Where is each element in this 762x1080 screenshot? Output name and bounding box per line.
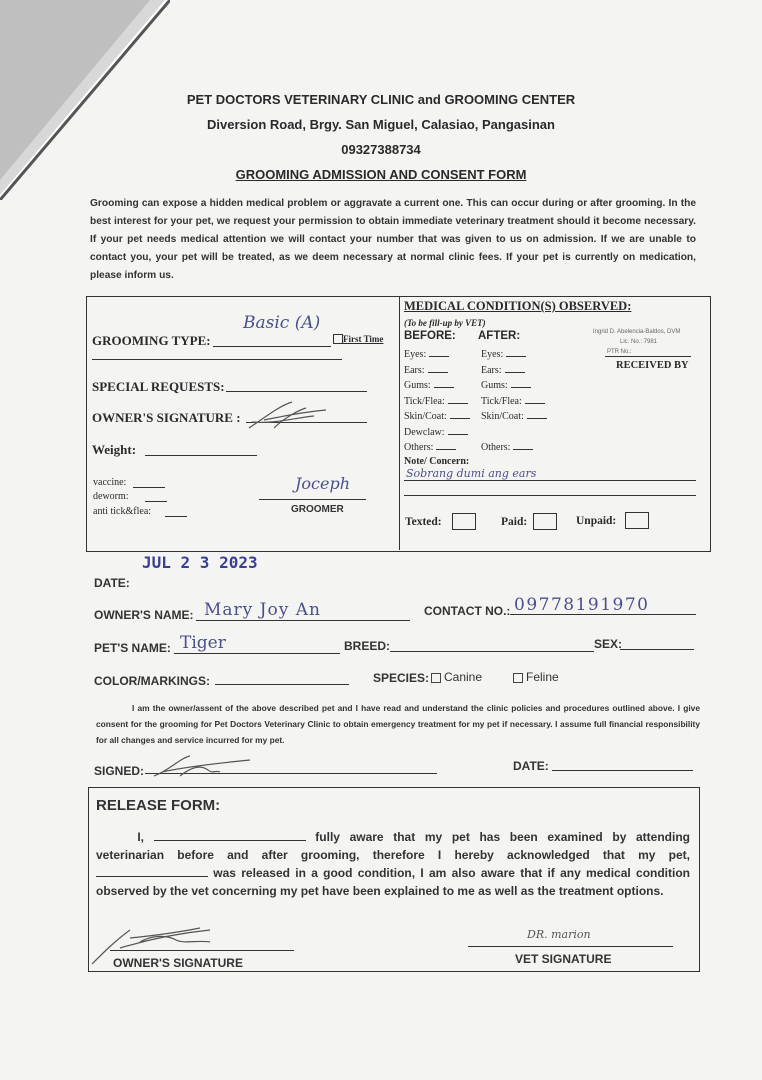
before-item	[404, 426, 468, 438]
received-by-label: RECEIVED BY	[616, 360, 689, 371]
canine-checkbox[interactable]	[431, 673, 441, 683]
clinic-phone: 09327388734	[341, 142, 421, 157]
pet-name-value: Tiger	[180, 633, 226, 653]
before-item-label: Tick/Flea:	[404, 395, 445, 407]
date-stamp: JUL 2 3 2023	[142, 553, 258, 572]
clinic-address: Diversion Road, Brgy. San Miguel, Calasiao, Pangasinan	[207, 117, 555, 132]
after-item	[481, 441, 533, 453]
before-item	[404, 364, 448, 376]
breed-line	[390, 651, 594, 652]
after-item	[481, 379, 531, 391]
before-item-line[interactable]	[429, 348, 449, 357]
after-item-label: Eyes:	[481, 349, 504, 360]
consent-text: I am the owner/assent of the above described pet and I have read and understand the clinic policies and procedures outlined above. I give consent for the grooming for Pet Doctors Veterinary Clinic to obtain emergency treatment for my pet if necessary. I assume full financial responsibility for all changes and service incurred for my pet.	[96, 703, 700, 745]
after-item	[481, 348, 526, 360]
paid-label: Paid:	[501, 516, 528, 528]
after-item-label: Skin/Coat:	[481, 411, 524, 422]
owner-signature-scribble	[244, 398, 334, 434]
note-line-2	[404, 495, 696, 496]
release-text-1: fully aware that my pet has been examined by attending veterinarian before and after grooming, therefore I hereby acknowledged that my pet,	[96, 830, 690, 862]
after-item-line[interactable]	[511, 379, 531, 388]
texted-checkbox[interactable]	[452, 513, 476, 530]
received-by-line	[605, 356, 691, 357]
after-item-label: Gums:	[481, 380, 508, 391]
owner-signature-label: OWNER'S SIGNATURE :	[92, 410, 241, 425]
date-label: DATE:	[94, 576, 130, 590]
canine-option[interactable]	[431, 670, 482, 684]
after-item-label: Tick/Flea:	[481, 395, 522, 407]
species-label: SPECIES:	[373, 671, 430, 685]
feline-option[interactable]	[513, 670, 559, 684]
groomer-line	[259, 499, 366, 500]
deworm-label: deworm:	[93, 491, 129, 502]
texted-label: Texted:	[405, 516, 442, 528]
release-pet-blank[interactable]	[96, 864, 208, 877]
sex-line	[620, 649, 694, 650]
release-owner-line	[110, 950, 294, 951]
release-i: I,	[137, 830, 144, 844]
consent-signature-scribble	[150, 752, 260, 782]
grooming-type-value: Basic (A)	[243, 313, 321, 333]
after-item-line[interactable]	[527, 410, 547, 419]
before-item	[404, 348, 449, 360]
before-item-label: Ears:	[404, 364, 425, 376]
medical-title: MEDICAL CONDITION(S) OBSERVED:	[404, 299, 632, 313]
consent-date-line	[552, 770, 693, 771]
vet-name: DR. marion	[527, 928, 591, 941]
groomer-label: GROOMER	[291, 504, 344, 515]
first-time-label: First Time	[343, 334, 384, 344]
before-item	[404, 410, 470, 422]
deworm-line	[145, 501, 167, 502]
grooming-type-line	[213, 346, 331, 347]
before-item-label: Others:	[404, 442, 434, 453]
sex-label: SEX:	[594, 637, 623, 651]
form-title: GROOMING ADMISSION AND CONSENT FORM	[235, 167, 527, 182]
first-time-checkbox[interactable]	[333, 334, 343, 344]
after-item-label: Ears:	[481, 364, 502, 376]
contact-value: 09778191970	[514, 595, 650, 615]
signed-label: SIGNED:	[94, 764, 145, 778]
canine-label: Canine	[444, 670, 483, 684]
owner-name-line	[196, 620, 410, 621]
before-item-line[interactable]	[448, 426, 468, 435]
antitick-label: anti tick&flea:	[93, 506, 152, 517]
after-item	[481, 410, 547, 422]
consent-date-label: DATE:	[513, 759, 549, 773]
intro-paragraph: Grooming can expose a hidden medical problem or aggravate a current one. This can occur during or after grooming. In the best interest for your pet, we request your permission to obtain immediate veterinary treatment should it become necessary. If your pet needs medical attention we will contact your number that was given to us on admission. If we are unable to contact you, your pet will be treated, as we deem necessary at normal clinic fees. If your pet is currently on medication, please inform us.	[90, 198, 696, 281]
after-item	[481, 364, 525, 376]
before-item-label: Skin/Coat:	[404, 411, 447, 422]
color-markings-label: COLOR/MARKINGS:	[94, 674, 210, 688]
after-item-line[interactable]	[506, 348, 526, 357]
column-divider	[399, 296, 400, 550]
vet-signature-line	[468, 946, 673, 947]
before-label: BEFORE:	[404, 330, 456, 342]
weight-line	[145, 455, 257, 456]
color-markings-line	[215, 684, 349, 685]
unpaid-label: Unpaid:	[576, 515, 617, 527]
before-item-line[interactable]	[428, 364, 448, 373]
grooming-type-label: GROOMING TYPE:	[92, 333, 211, 348]
before-item-label: Eyes:	[404, 349, 427, 360]
contact-label: CONTACT NO.:	[424, 604, 511, 618]
release-owner-signature-label: OWNER'S SIGNATURE	[113, 956, 243, 970]
after-item-line[interactable]	[505, 364, 525, 373]
feline-label: Feline	[526, 670, 559, 684]
paid-checkbox[interactable]	[533, 513, 557, 530]
clinic-name: PET DOCTORS VETERINARY CLINIC and GROOMING CENTER	[186, 92, 576, 107]
medical-subtitle: (To be fill-up by VET)	[404, 318, 486, 328]
before-item	[404, 395, 468, 407]
after-item-label: Others:	[481, 442, 511, 453]
groomer-name: Joceph	[295, 474, 351, 493]
before-item-line[interactable]	[448, 395, 468, 404]
pet-name-line	[174, 653, 340, 654]
after-item-line[interactable]	[525, 395, 545, 404]
pet-name-label: PET'S NAME:	[94, 641, 171, 655]
vet-signature-label: VET SIGNATURE	[515, 952, 612, 966]
vet-stamp-license: Lic. No.: 7981	[620, 339, 658, 345]
release-paragraph	[96, 828, 690, 900]
vet-stamp-ptr: PTR No.:	[607, 349, 632, 355]
after-item	[481, 395, 545, 407]
special-requests-line	[226, 391, 367, 392]
owner-name-value: Mary Joy An	[204, 600, 321, 620]
release-title: RELEASE FORM:	[96, 797, 221, 814]
special-requests-label: SPECIAL REQUESTS:	[92, 379, 225, 394]
after-item-line[interactable]	[513, 441, 533, 450]
release-text-2: was released in a good condition, I am also aware that if any medical condition observed by the vet concerning my pet have been explained to me as well as the treatment options.	[96, 866, 691, 898]
before-item-label: Gums:	[404, 380, 431, 391]
grooming-extra-line	[92, 359, 342, 360]
before-item-line[interactable]	[450, 410, 470, 419]
note-label: Note/ Concern:	[404, 456, 470, 467]
after-label: AFTER:	[478, 330, 521, 342]
breed-label: BREED:	[344, 639, 391, 653]
vet-stamp-name: Ingrid D. Abelencia-Baldos, DVM	[593, 329, 681, 335]
before-item	[404, 441, 456, 453]
release-owner-blank[interactable]	[154, 828, 306, 841]
note-line-1	[404, 480, 696, 481]
antitick-line	[165, 516, 187, 517]
before-item-line[interactable]	[434, 379, 454, 388]
before-item-line[interactable]	[436, 441, 456, 450]
unpaid-checkbox[interactable]	[625, 512, 649, 529]
weight-label: Weight:	[92, 442, 137, 457]
before-item	[404, 379, 454, 391]
feline-checkbox[interactable]	[513, 673, 523, 683]
vaccine-line	[133, 487, 165, 488]
note-value: Sobrang dumi ang ears	[406, 467, 537, 480]
vaccine-label: vaccine:	[93, 477, 127, 488]
before-item-label: Dewclaw:	[404, 426, 445, 438]
owner-name-label: OWNER'S NAME:	[94, 608, 194, 622]
